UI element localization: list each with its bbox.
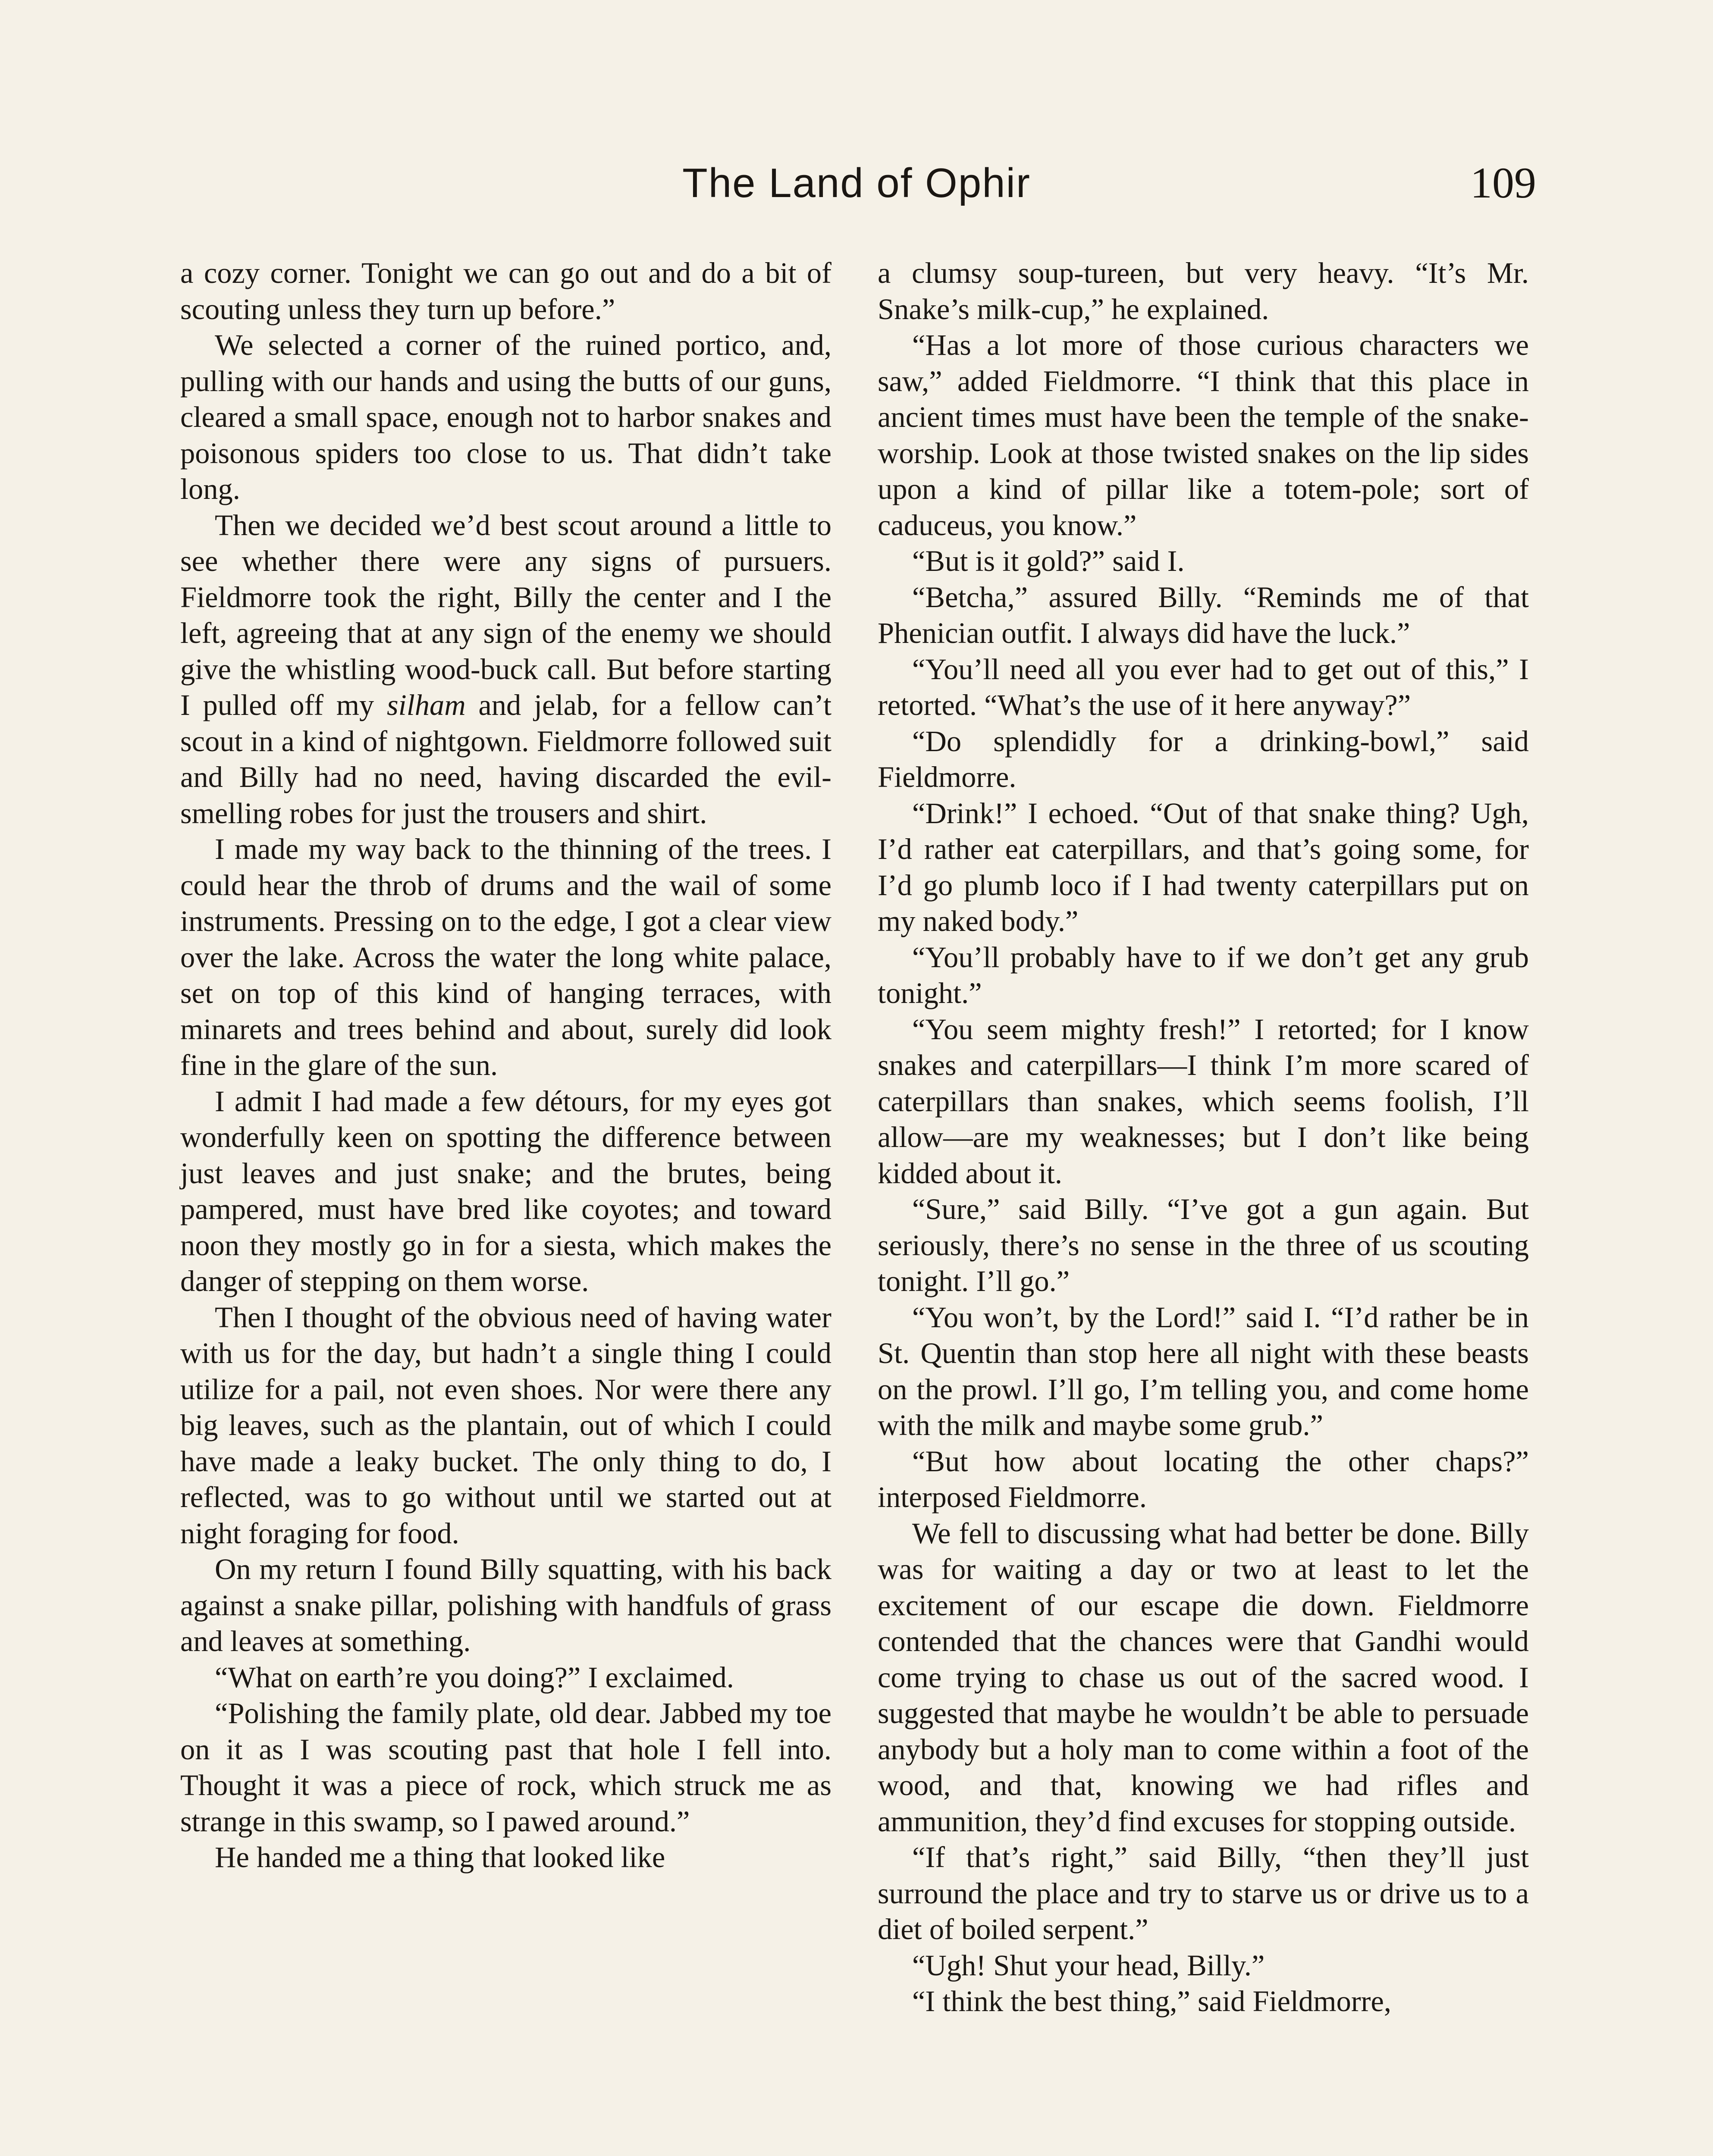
- paragraph: “But is it gold?” said I.: [912, 545, 1185, 577]
- running-head-title: The Land of Ophir: [682, 160, 1031, 206]
- paragraph: We fell to discussing what had better be done. Billy was for waiting a day or two at least to let the excitement of our escape die down. Fieldmorre contended that the chances were that Gandhi would come trying to chase us out of the sacred wood. I suggested that maybe he wouldn’t be able to persuade anybody but a holy man to come within a foot of the wood, and that, knowing we had rifles and ammunition, they’d find excuses for stopping outside.: [878, 1517, 1529, 1838]
- paragraph: “Has a lot more of those curious characters we saw,” added Fieldmorre. “I think that this place in ancient times must have been the temple of the snake-worship. Look at those twisted snakes on the lip sides upon a kind of pillar like a totem-pole; sort of caduceus, you know.”: [878, 329, 1529, 542]
- paragraph: Then I thought of the obvious need of having water with us for the day, but hadn’t a single thing I could utilize for a pail, not even shoes. Nor were there any big leaves, such as the plantain, out of which I could have made a leaky bucket. The only thing to do, I reflected, was to go without until we started out at night foraging for food.: [180, 1300, 831, 1550]
- paragraph: a clumsy soup-tureen, but very heavy. “It’s Mr. Snake’s milk-cup,” he explained.: [878, 257, 1529, 326]
- paragraph: “Drink!” I echoed. “Out of that snake thing? Ugh, I’d rather eat caterpillars, and that’s going some, for I’d go plumb loco if I had twenty caterpillars put on my naked body.”: [878, 796, 1529, 937]
- paragraph: “Ugh! Shut your head, Billy.”: [912, 1949, 1265, 1982]
- paragraph: “You’ll probably have to if we don’t get any grub tonight.”: [878, 940, 1529, 1009]
- paragraph: “You won’t, by the Lord!” said I. “I’d rather be in St. Quentin than stop here all night with these beasts on the prowl. I’ll go, I’m telling you, and come home with the milk and maybe some grub.”: [878, 1300, 1529, 1442]
- paragraph: On my return I found Billy squatting, with his back against a snake pillar, polishing with handfuls of grass and leaves at something.: [180, 1553, 831, 1658]
- paragraph: “If that’s right,” said Billy, “then they’ll just surround the place and try to starve us or drive us to a diet of boiled serpent.”: [878, 1841, 1529, 1946]
- italic-word: silham: [387, 689, 466, 721]
- paragraph: We selected a corner of the ruined portico, and, pulling with our hands and using the butts of our guns, cleared a small space, enough not to harbor snakes and poisonous spiders too close to us. That didn’t take long.: [180, 329, 831, 505]
- paragraph: I admit I had made a few détours, for my eyes got wonderfully keen on spotting the difference between just leaves and just snake; and the brutes, being pampered, must have bred like coyotes; and toward noon they mostly go in for a siesta, which makes the danger of stepping on them worse.: [180, 1084, 831, 1297]
- paragraph: “I think the best thing,” said Fieldmorre,: [912, 1985, 1391, 2018]
- paragraph: I made my way back to the thinning of the trees. I could hear the throb of drums and the wail of some instruments. Pressing on to the edge, I got a clear view over the lake. Across the water the long white palace, set on top of this kind of hanging terraces, with minarets and trees behind and about, surely did look fine in the glare of the sun.: [180, 833, 831, 1081]
- paragraph: “Betcha,” assured Billy. “Reminds me of that Phenician outfit. I always did have the luck.”: [878, 580, 1529, 649]
- paragraph: “Do splendidly for a drinking-bowl,” said Fieldmorre.: [878, 724, 1529, 793]
- page-number: 109: [1470, 159, 1536, 207]
- paragraph: “Polishing the family plate, old dear. Jabbed my toe on it as I was scouting past that hole I fell into. Thought it was a piece of rock, which struck me as strange in this swamp, so I pawed around.”: [180, 1697, 831, 1838]
- paragraph: “But how about locating the other chaps?” interposed Fieldmorre.: [878, 1445, 1529, 1514]
- paragraph: “You’ll need all you ever had to get out of this,” I retorted. “What’s the use of it here anyway?”: [878, 652, 1529, 721]
- paragraph: “What on earth’re you doing?” I exclaimed.: [215, 1661, 734, 1694]
- text-column-left: [180, 255, 831, 1876]
- paragraph: “You seem mighty fresh!” I retorted; for I know snakes and caterpillars—I think I’m more scared of caterpillars than snakes, which seems foolish, I’ll allow—are my weaknesses; but I don’t like being kidded about it.: [878, 1012, 1529, 1190]
- paragraph: “Sure,” said Billy. “I’ve got a gun again. But seriously, there’s no sense in the three of us scouting tonight. I’ll go.”: [878, 1193, 1529, 1297]
- text-column-right: [878, 255, 1529, 2020]
- paragraph: He handed me a thing that looked like: [215, 1841, 665, 1874]
- paragraph: Then we decided we’d best scout around a little to see whether there were any signs of pursuers. Fieldmorre took the right, Billy the center and I the left, agreeing that at any sign of the enemy we should give the whistling wood-buck call. But before starting I pulled off my silham and jelab, for a fellow can’t scout in a kind of nightgown. Fieldmorre followed suit and Billy had no need, having discarded the evil-smelling robes for just the trousers and shirt.: [180, 508, 831, 830]
- paragraph: a cozy corner. Tonight we can go out and do a bit of scouting unless they turn up before.”: [180, 257, 831, 326]
